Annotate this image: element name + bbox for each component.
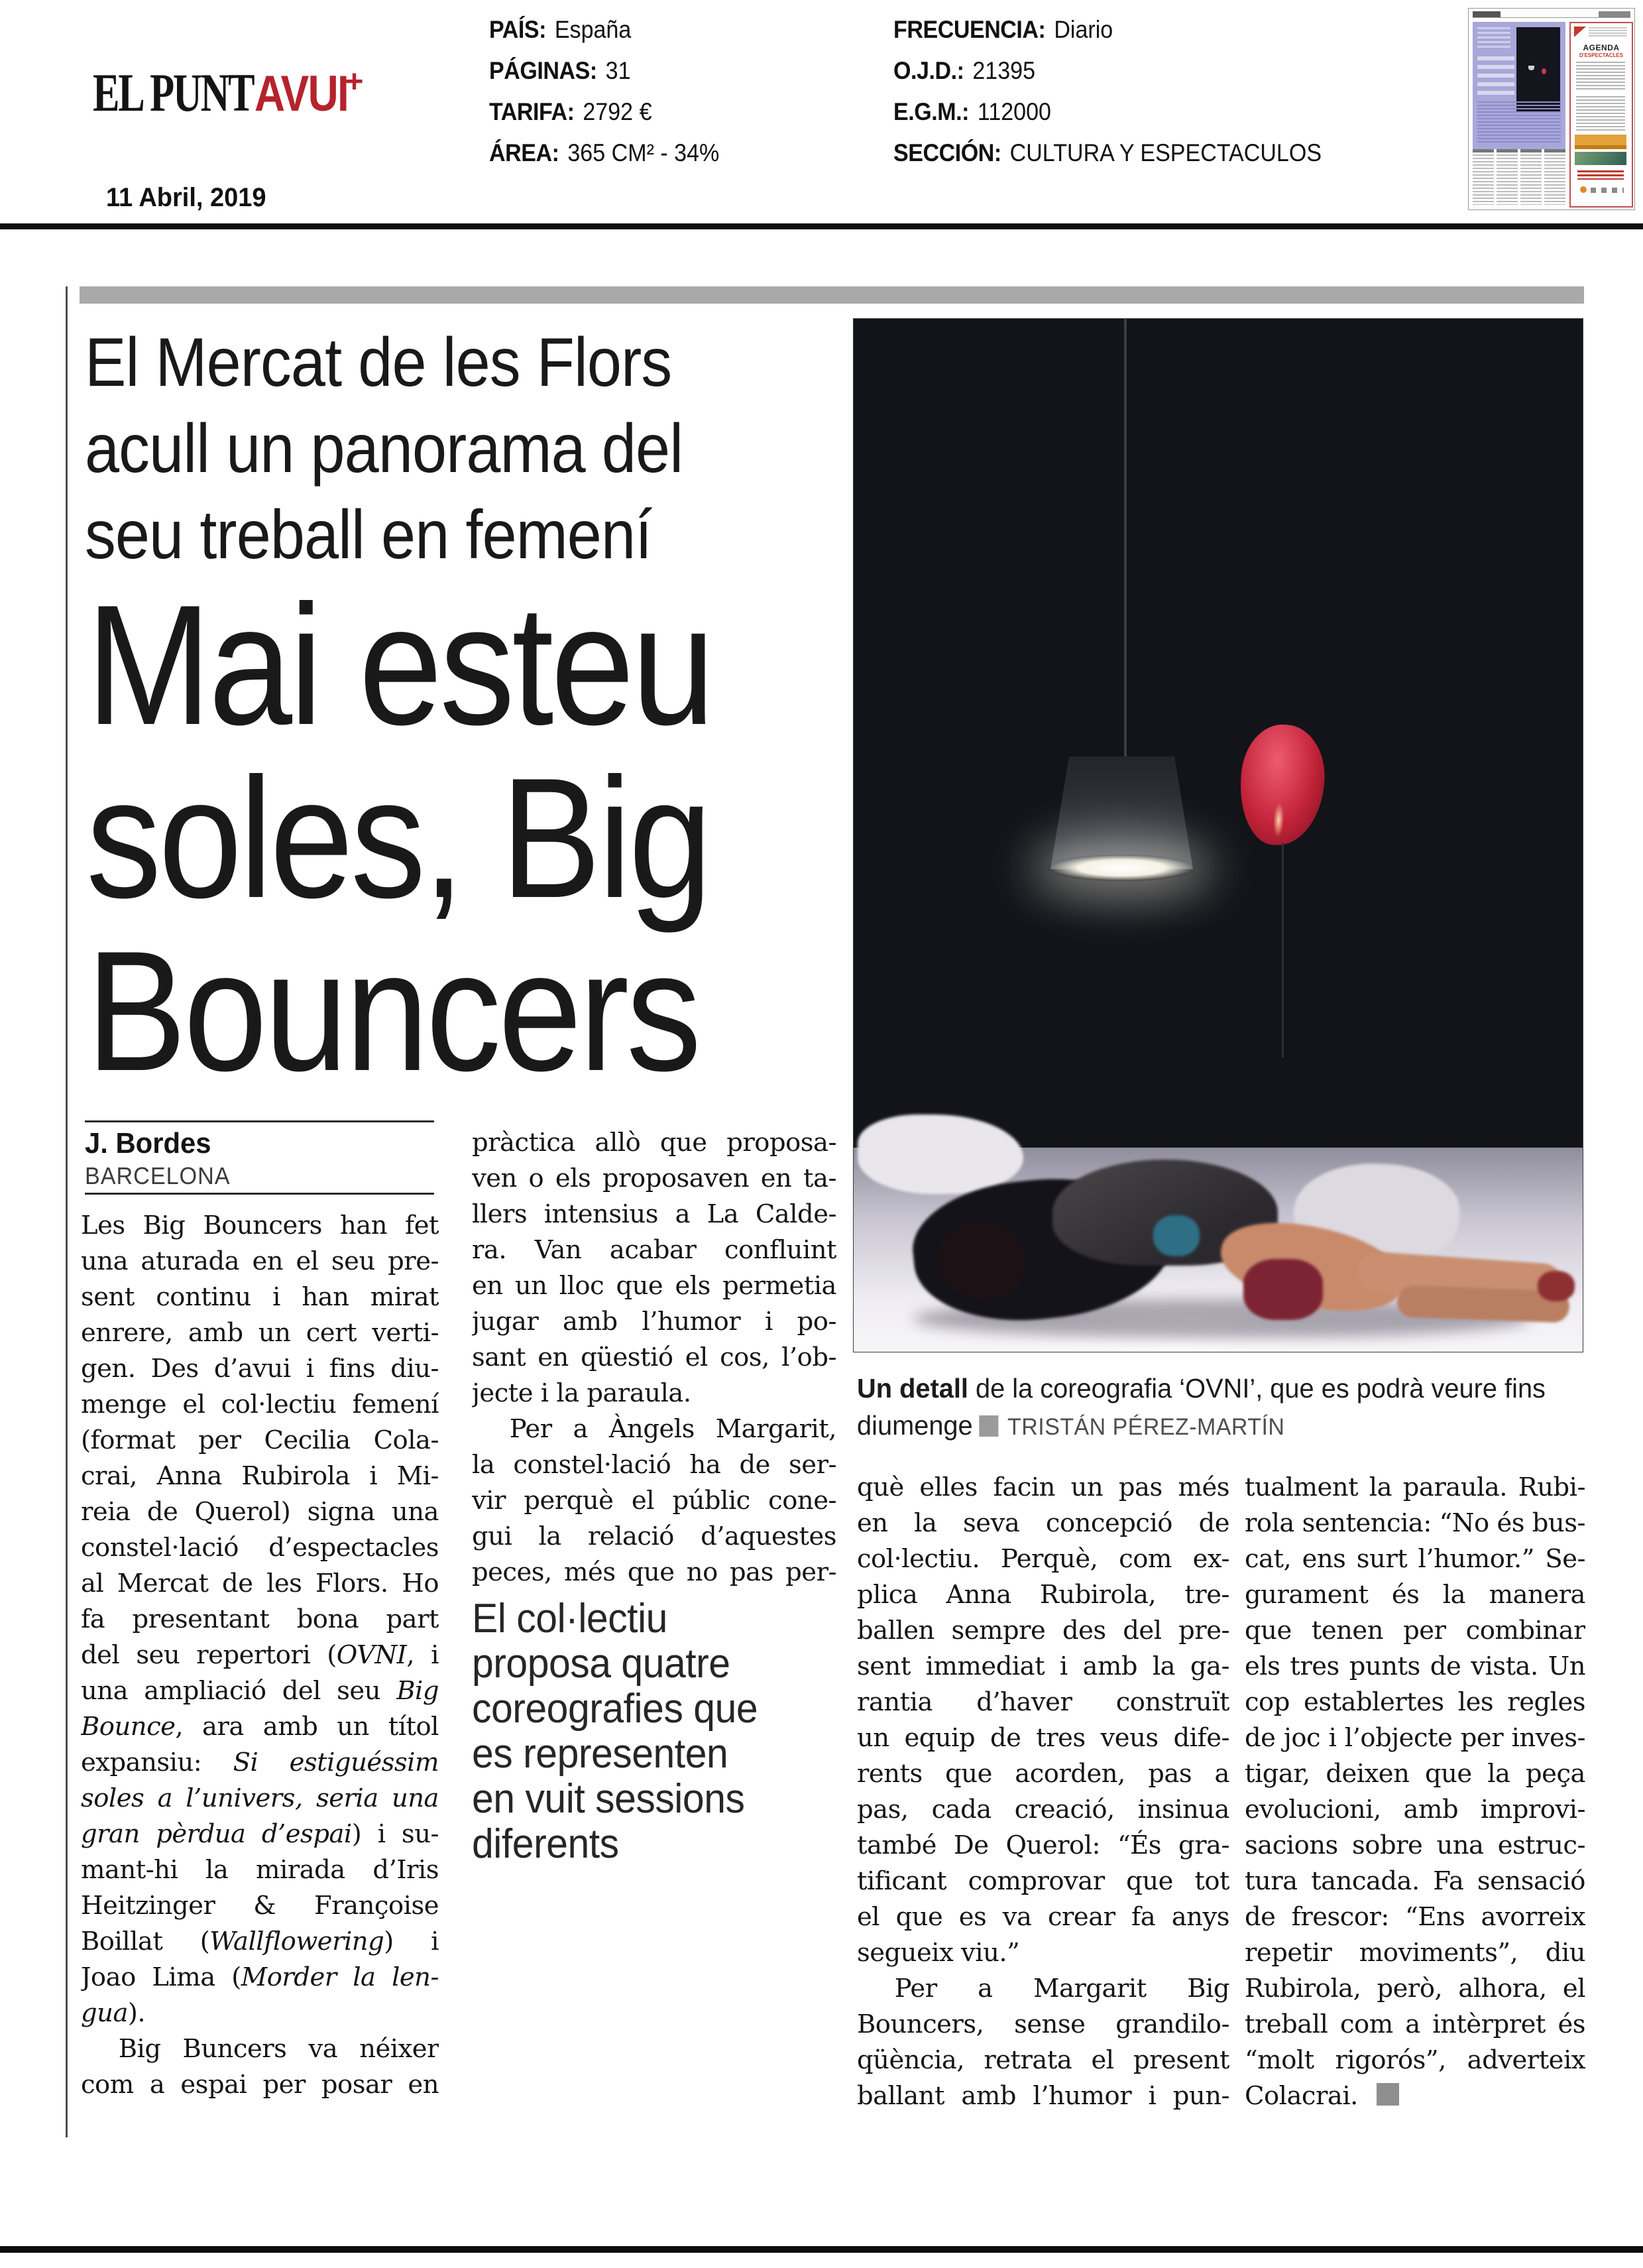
body-line: Rubirola, però, alhora, el: [1245, 1974, 1585, 2003]
agenda-footer-logos: [1591, 188, 1624, 193]
article-top-gray-bar: [80, 286, 1584, 304]
logo-plus: +: [345, 64, 364, 99]
body-line: ballen sempre des del pre-: [857, 1616, 1229, 1645]
metadata-label: TARIFA:: [489, 98, 575, 125]
newspaper-logo: [93, 62, 364, 123]
body-line: menge el col·lectiu femení: [81, 1390, 439, 1419]
body-line: constel·lació d’espectacles: [81, 1533, 439, 1563]
thumbnail-highlighted-article: [1473, 22, 1565, 149]
body-line: gua).: [81, 1998, 146, 2028]
body-line: també De Querol: “És gra-: [857, 1830, 1229, 1860]
body-line: una ampliació del seu Big: [81, 1676, 439, 1706]
end-of-article-mark: [1377, 2083, 1399, 2106]
caption-lead: Un detall: [857, 1373, 968, 1403]
byline-rule-top: [85, 1120, 434, 1122]
body-line: peces, més que no pas per-: [472, 1557, 836, 1587]
metadata-value: España: [554, 16, 632, 43]
body-column-4: [1245, 1470, 1585, 2114]
balloon-string: [1282, 843, 1284, 1057]
body-line: ballant amb l’humor i pun-: [857, 2081, 1229, 2111]
pull-quote-line: en vuit sessions: [472, 1776, 745, 1822]
thumbnail-agenda-sidebar: [1569, 22, 1633, 208]
pull-quote-line: coreografies que: [472, 1686, 758, 1732]
body-line: gui la relació d’aquestes: [472, 1522, 836, 1551]
body-line: segueix viu.”: [857, 1938, 1020, 1968]
body-line: com a espai per posar en: [81, 2070, 439, 2100]
byline-rule-bottom: [85, 1193, 434, 1195]
thumbnail-body-text: [1477, 101, 1561, 144]
agenda-image-ad: [1575, 152, 1626, 165]
body-line: que tenen per combinar: [1245, 1616, 1585, 1645]
body-line: del seu repertori (OVNI, i: [81, 1640, 439, 1670]
metadata-value: Diario: [1054, 16, 1113, 43]
photo-caption: [857, 1370, 1567, 1446]
pull-quote-line: proposa quatre: [472, 1641, 730, 1687]
metadata-row: [489, 16, 719, 57]
body-line: col·lectiu. Perquè, com ex-: [857, 1544, 1229, 1574]
metadata-row: [489, 98, 719, 139]
body-line: evolucioni, amb improvi-: [1245, 1795, 1585, 1824]
red-balloon: [1237, 723, 1327, 847]
caption-line2: [857, 1410, 1284, 1441]
body-line: tura tancada. Fa sensació: [1245, 1866, 1585, 1896]
body-line: llers intensius a La Calde-: [472, 1199, 836, 1229]
metadata-row: [893, 57, 1322, 98]
newspaper-page-thumbnail: [1468, 8, 1635, 210]
body-line: Per a Àngels Margarit,: [472, 1414, 836, 1444]
thumbnail-photo: [1516, 27, 1560, 112]
body-line: treball com a intèrpret és: [1245, 2009, 1585, 2039]
body-line: sacions sobre una estruc-: [1245, 1830, 1585, 1860]
body-line: crai, Anna Rubirola i Mi-: [81, 1461, 439, 1491]
body-line: sent continu i han mirat: [81, 1282, 439, 1312]
body-line: Heitzinger & Françoise: [81, 1891, 439, 1921]
thumbnail-kicker-lines: [1477, 27, 1510, 50]
body-line: reia de Querol) signa una: [81, 1497, 439, 1527]
body-line: tigar, deixen que la peça: [1245, 1759, 1585, 1789]
body-line: Bounce, ara amb un títol: [81, 1712, 439, 1742]
thumbnail-text-column: [1544, 154, 1565, 205]
body-column-3: [857, 1470, 1229, 2114]
metadata-value: 2792 €: [583, 98, 652, 125]
body-line: el que es va crear fa anys: [857, 1902, 1229, 1932]
main-headline: [86, 569, 798, 1106]
agenda-title: AGENDA: [1583, 43, 1620, 52]
metadata-label: O.J.D.:: [893, 57, 964, 84]
clipping-bottom-rule: [0, 2246, 1643, 2253]
pull-quote-line: diferents: [472, 1821, 619, 1867]
body-line: enrere, amb un cert verti-: [81, 1318, 439, 1348]
metadata-row: [489, 57, 719, 98]
body-line: de joc i l’objecte per inves-: [1245, 1723, 1585, 1753]
body-line: tificant comprovar que tot: [857, 1866, 1229, 1896]
byline-author: J. Bordes: [85, 1127, 211, 1160]
headline-line: soles, Big: [86, 742, 710, 933]
body-line: al Mercat de les Flors. Ho: [81, 1569, 439, 1598]
dancer-red-shoe: [1538, 1271, 1575, 1301]
body-line: jecte i la paraula.: [472, 1378, 691, 1408]
body-line: vir perquè el públic cone-: [472, 1486, 836, 1516]
body-line: pràctica allò que proposa-: [472, 1128, 836, 1158]
body-line: gran pèrdua d’espai) i su-: [81, 1819, 439, 1849]
agenda-logo-text: [1589, 27, 1627, 38]
metadata-value: 21395: [972, 57, 1036, 84]
logo-avui: AVUI: [255, 66, 349, 122]
body-line: rantia d’haver construït: [857, 1687, 1229, 1717]
stage-photo: [854, 319, 1583, 1352]
body-line: la constel·lació ha de ser-: [472, 1450, 836, 1480]
body-line: sant en qüestió el cos, l’ob-: [472, 1343, 836, 1372]
pull-quote-line: El col·lectiu: [472, 1596, 667, 1641]
body-line: Boillat (Wallflowering) i: [81, 1927, 439, 1956]
metadata-label: PÁGINAS:: [489, 57, 597, 84]
pull-quote-line: es representen: [472, 1731, 728, 1777]
body-column-2: [472, 1125, 836, 1590]
body-line: rola sentencia: “No és bus-: [1245, 1508, 1585, 1538]
metadata-right-column: [893, 16, 1322, 180]
metadata-label: PAÍS:: [489, 16, 546, 43]
agenda-logo-icon: [1574, 27, 1586, 37]
metadata-label: E.G.M.:: [893, 98, 970, 125]
body-line: expansiu: Si estiguéssim: [81, 1748, 439, 1777]
lamp-shade: [1050, 756, 1193, 869]
body-line: ven o els proposaven en ta-: [472, 1164, 836, 1193]
body-line: “molt rigorós”, adverteix: [1245, 2045, 1585, 2075]
logo-el-punt: EL PUNT: [93, 62, 254, 123]
dancer-head: [938, 1222, 1025, 1299]
caption-rest: de la coreografia ‘OVNI’, que es podrà veure fins: [968, 1373, 1546, 1403]
body-line: gen. Des d’avui i fins diu-: [81, 1354, 439, 1384]
thumbnail-balloon-dot: [1542, 68, 1546, 74]
metadata-label: FRECUENCIA:: [893, 16, 1046, 43]
agenda-listing-text: [1576, 96, 1625, 131]
caption-line2-text: diumenge: [857, 1410, 973, 1441]
body-line: Big Buncers va néixer: [81, 2034, 439, 2064]
metadata-row: [893, 16, 1322, 57]
header-separator-rule: [0, 223, 1643, 229]
body-line: tualment la paraula. Rubi-: [1245, 1472, 1585, 1502]
body-line: jugar amb l’humor i po-: [472, 1307, 836, 1337]
maroon-shorts: [1243, 1259, 1323, 1320]
headline-line: Bouncers: [86, 915, 699, 1106]
body-line: mant-hi la mirada d’Iris: [81, 1855, 439, 1885]
body-line: fa presentant bona part: [81, 1604, 439, 1634]
body-line: cop establertes les regles: [1245, 1687, 1585, 1717]
body-line: cat, ens surt l’humor.” Se-: [1245, 1544, 1585, 1574]
agenda-logo-dot: [1580, 186, 1587, 193]
kicker-line: El Mercat de les Flors: [85, 324, 672, 401]
body-line: soles a l’univers, seria una: [81, 1783, 439, 1813]
body-line: Colacrai.: [1245, 2078, 1585, 2114]
metadata-row: [893, 139, 1322, 180]
agenda-subtitle: D'ESPECTACLES: [1579, 52, 1624, 58]
agenda-red-text: [1577, 170, 1624, 180]
body-line: els tres punts de vista. Un: [1245, 1651, 1585, 1681]
body-line: Les Big Bouncers han fet: [81, 1211, 439, 1240]
thumbnail-text-column: [1473, 154, 1494, 205]
body-line: repetir moviments”, diu: [1245, 1938, 1585, 1968]
body-line: qüència, retrata el present: [857, 2045, 1229, 2075]
kicker-line: seu treball en femení: [85, 497, 652, 573]
metadata-row: [489, 139, 719, 180]
thumbnail-lamp-dot: [1528, 66, 1534, 70]
metadata-value: CULTURA Y ESPECTACULOS: [1009, 139, 1322, 166]
body-line: Joao Lima (Morder la len-: [81, 1962, 439, 1992]
photo-credit: TRISTÁN PÉREZ-MARTÍN: [1007, 1414, 1285, 1440]
agenda-listing-text: [1576, 62, 1625, 91]
clipping-date: 11 Abril, 2019: [106, 183, 266, 212]
body-line: Bouncers, sense grandilo-: [857, 2009, 1229, 2039]
body-line: plica Anna Rubirola, tre-: [857, 1580, 1229, 1610]
thumbnail-masthead: [1473, 11, 1630, 18]
pull-quote: [472, 1596, 773, 1867]
body-line: una aturada en el seu pre-: [81, 1246, 439, 1276]
body-column-1: [81, 1208, 439, 2103]
byline-location: BARCELONA: [85, 1162, 231, 1189]
body-line: rents que acorden, pas a: [857, 1759, 1229, 1789]
metadata-value: 31: [605, 57, 631, 84]
thumbnail-headline-lines: [1477, 56, 1514, 96]
body-line: gurament és la manera: [1245, 1580, 1585, 1610]
body-line: de frescor: “Ens avorreix: [1245, 1902, 1585, 1932]
body-line: en la seva concepció de: [857, 1508, 1229, 1538]
metadata-value: 112000: [977, 98, 1051, 125]
metadata-label: ÁREA:: [489, 139, 559, 166]
body-line: en un lloc que els permetia: [472, 1271, 836, 1301]
white-fabric-left: [858, 1114, 1023, 1194]
body-line: pas, cada creació, insinua: [857, 1795, 1229, 1824]
kicker-headline: [85, 320, 749, 578]
headline-line: Mai esteu: [86, 569, 712, 760]
body-line: què elles facin un pas més: [857, 1472, 1229, 1502]
metadata-row: [893, 98, 1322, 139]
teal-garment: [1153, 1215, 1200, 1256]
caption-line1: [857, 1373, 1546, 1403]
lamp-light-glow: [1049, 855, 1194, 881]
body-line: un equip de tres veus dife-: [857, 1723, 1229, 1753]
body-line: Per a Margarit Big: [857, 1974, 1229, 2003]
lamp-cord: [1124, 319, 1127, 758]
body-line: sent immediat i amb la ga-: [857, 1651, 1229, 1681]
body-line: ra. Van acabar confluint: [472, 1235, 836, 1265]
metadata-left-column: [489, 16, 719, 180]
article-left-rule: [66, 286, 68, 2137]
thumbnail-text-column: [1520, 154, 1542, 205]
agenda-october-ad: [1575, 135, 1626, 149]
body-line: (format per Cecilia Cola-: [81, 1425, 439, 1455]
kicker-line: acull un panorama del: [85, 410, 683, 487]
metadata-label: SECCIÓN:: [893, 139, 1001, 166]
metadata-value: 365 CM² - 34%: [567, 139, 720, 166]
caption-separator-square: [979, 1415, 998, 1437]
thumbnail-text-column: [1497, 154, 1518, 205]
